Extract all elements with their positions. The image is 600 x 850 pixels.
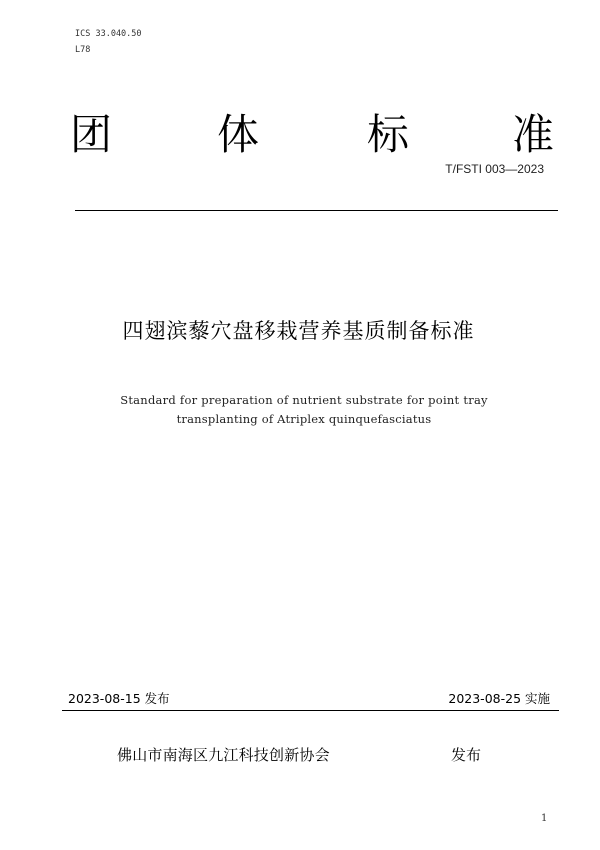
publisher-name: 佛山市南海区九江科技创新协会 xyxy=(117,746,330,764)
chinese-title xyxy=(0,316,600,346)
english-title-line-2: transplanting of Atriplex quinquefasciatus xyxy=(176,412,432,426)
bottom-divider xyxy=(62,710,559,711)
ccs-code: L78 xyxy=(75,45,91,55)
category-title-char-2: 体 xyxy=(217,110,260,159)
category-title-char-1: 团 xyxy=(70,110,113,159)
english-title-line-1: Standard for preparation of nutrient substrate for point tray xyxy=(120,393,488,407)
standard-number: T/FSTI 003—2023 xyxy=(445,162,544,176)
publisher-action: 发布 xyxy=(451,746,482,764)
category-title-char-3: 标 xyxy=(367,110,410,159)
publish-date: 2023-08-15 发布 xyxy=(68,691,170,706)
ics-code: ICS 33.040.50 xyxy=(75,29,142,39)
chinese-title-text: 四翅滨藜穴盘移栽营养基质制备标准 xyxy=(122,319,475,343)
implement-date: 2023-08-25 实施 xyxy=(448,691,550,706)
top-divider xyxy=(75,210,558,211)
page-number: 1 xyxy=(541,813,548,824)
category-title-char-4: 准 xyxy=(512,110,555,159)
